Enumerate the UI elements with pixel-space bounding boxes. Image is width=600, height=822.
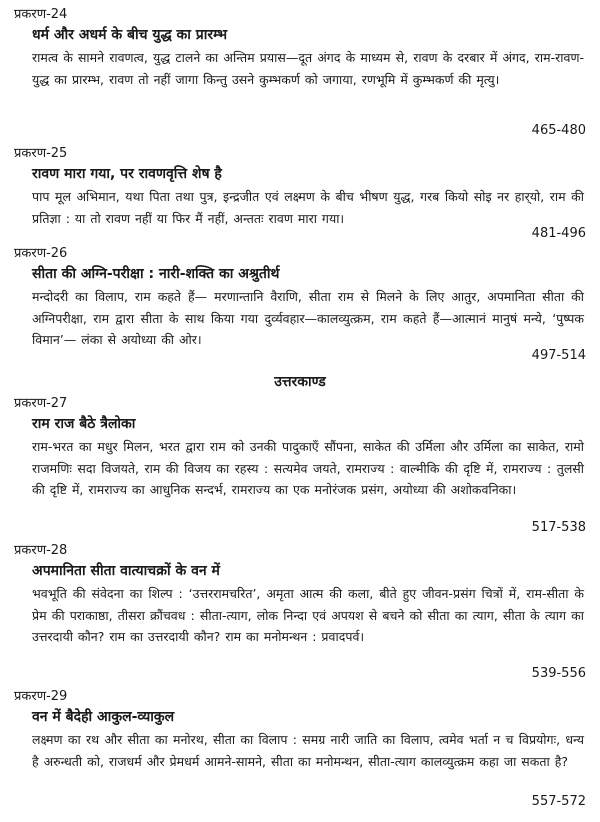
chapter-entry-28 (0, 543, 600, 683)
chapter-page-range: 557-572 (531, 794, 586, 809)
chapter-title: वन में बैदेही आकुल-व्याकुल (32, 709, 175, 725)
chapter-title: राम राज बैठे त्रैलोका (32, 416, 136, 432)
chapter-entry-26 (0, 246, 600, 366)
chapter-summary: मन्दोदरी का विलाप, राम कहते हैं— मरणान्तानि वैराणि, सीता राम से मिलने के लिए आतुर, अपमानिता सीता की अग्निपरीक्षा, राम द्वारा सीता के साथ किया गया दुर्व्यवहार—कालव्युत्क्रम, राम कहते हैं—आत्मानं मानुषं मन्ये, ‘पुष्पक विमान’— लंका से अयोध्या की ओर। (32, 289, 584, 347)
chapter-page-range: 465-480 (531, 123, 586, 138)
chapter-number: प्रकरण-26 (14, 246, 68, 261)
chapter-number: प्रकरण-25 (14, 146, 68, 161)
chapter-title: अपमानिता सीता वात्याचक्रों के वन में (32, 563, 220, 579)
chapter-summary: राम-भरत का मधुर मिलन, भरत द्वारा राम को उनकी पादुकाएँ सौंपना, साकेत की उर्मिला और उर्मिला का साकेत, रामो राजमणिः सदा विजयते, राम की विजय का रहस्य : सत्यमेव जयते, रामराज्य : वाल्मीकि की दृष्टि में, रामराज्य : तुलसी की दृष्टि में, रामराज्य का आधुनिक सन्दर्भ, रामराज्य का एक मनोरंजक प्रसंग, अयोध्या की अशोकवनिका। (32, 439, 584, 497)
chapter-page-range: 539-556 (531, 666, 586, 681)
chapter-title: रावण मारा गया, पर रावणवृत्ति शेष है (32, 166, 222, 182)
chapter-summary: लक्ष्मण का रथ और सीता का मनोरथ, सीता का विलाप : समग्र नारी जाति का विलाप, त्वमेव भर्ता न च विप्रयोगः, धन्य है अरुन्धती को, राजधर्म और प्रेमधर्म आमने-सामने, सीता का मनोमन्थन, सीता-त्याग कालव्युत्क्रम कहा जा सकता है? (32, 732, 584, 769)
chapter-entry-24 (0, 7, 600, 141)
section-heading: उत्तरकाण्ड (274, 374, 326, 390)
chapter-number: प्रकरण-28 (14, 543, 68, 558)
chapter-page-range: 497-514 (531, 348, 586, 363)
chapter-page-range: 517-538 (531, 520, 586, 535)
chapter-summary: भवभूति की संवेदना का शिल्प : ‘उत्तररामचरित’, अमृता आत्म की कला, बीते हुए जीवन-प्रसंग चित्रों में, राम-सीता के प्रेम की पराकाष्ठा, तीसरा क्रौंचवध : सीता-त्याग, लोक निन्दा एवं अपयश से बचने को सीता का त्याग, सीता के त्याग का उत्तरदायी कौन? राम का उत्तरदायी कौन? राम का मनोमन्थन : प्रवादपर्व। (32, 586, 584, 644)
chapter-page-range: 481-496 (531, 226, 586, 241)
chapter-summary: रामत्व के सामने रावणत्व, युद्ध टालने का अन्तिम प्रयास—दूत अंगद के माध्यम से, रावण के दरबार में अंगद, राम-रावण-युद्ध का प्रारम्भ, रावण तो नहीं जागा किन्तु उसने कुम्भकर्ण को जगाया, रणभूमि में कुम्भकर्ण की मृत्यु। (32, 50, 584, 87)
chapter-number: प्रकरण-24 (14, 7, 68, 22)
chapter-number: प्रकरण-29 (14, 689, 68, 704)
chapter-title: सीता की अग्नि-परीक्षा : नारी-शक्ति का अश्रुतीर्थ (32, 266, 280, 282)
chapter-entry-25 (0, 146, 600, 240)
chapter-title: धर्म और अधर्म के बीच युद्ध का प्रारम्भ (32, 27, 228, 43)
chapter-entry-27 (0, 396, 600, 536)
chapter-entry-29 (0, 689, 600, 819)
chapter-number: प्रकरण-27 (14, 396, 68, 411)
chapter-summary: पाप मूल अभिमान, यथा पिता तथा पुत्र, इन्द्रजीत एवं लक्ष्मण के बीच भीषण युद्ध, गरब कियो सोइ नर हार्‌यो, राम की प्रतिज्ञा : या तो रावण नहीं या फिर मैं नहीं, अन्ततः रावण मारा गया। (32, 189, 584, 226)
